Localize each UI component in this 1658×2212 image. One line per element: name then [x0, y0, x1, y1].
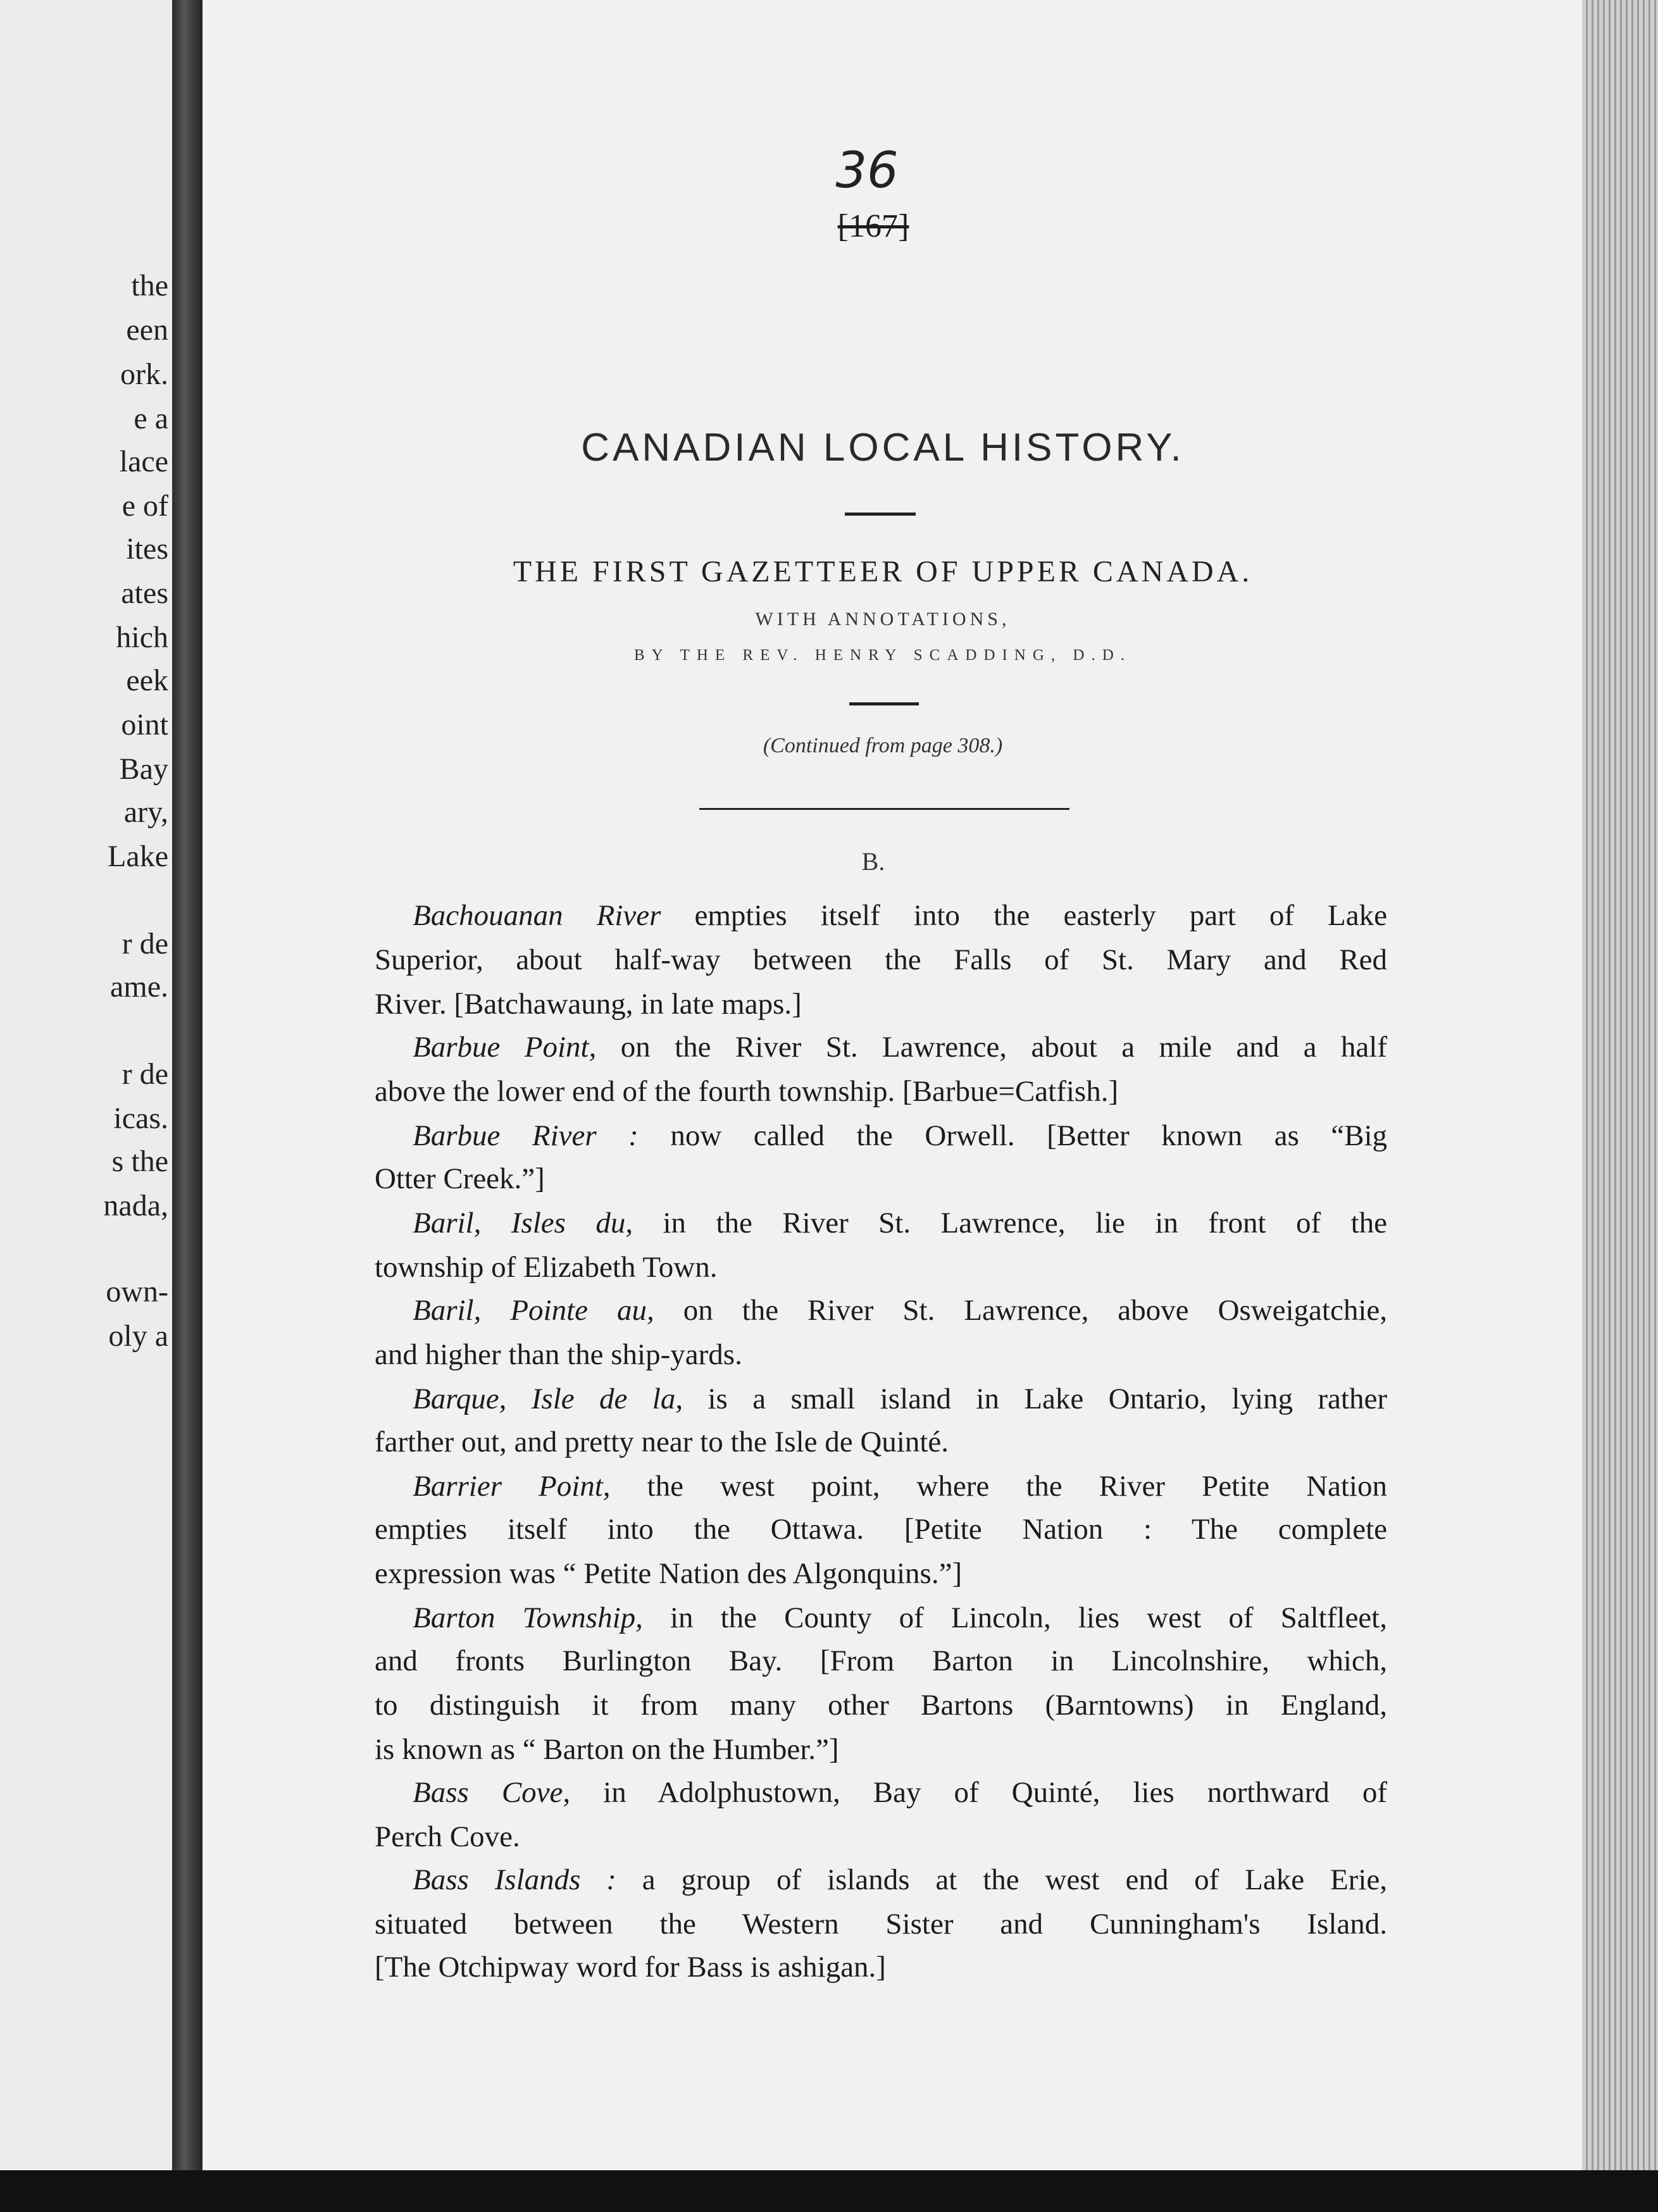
entry-text: on the River St. Lawrence, above Osweigatchie,	[654, 1294, 1387, 1327]
printed-page-number: [167]	[837, 208, 909, 244]
left-page-fragment: e a	[134, 402, 168, 435]
left-page-fragment: oly a	[108, 1319, 168, 1353]
entry-line	[375, 1691, 1387, 1720]
entry-line	[375, 1253, 718, 1283]
entry-line	[375, 1953, 886, 1982]
left-page-fragment: ary,	[123, 795, 168, 829]
entry-line	[375, 1164, 545, 1194]
entry-line	[375, 945, 1387, 975]
continued-note: (Continued from page 308.)	[763, 734, 1003, 757]
entry-text: in Adolphustown, Bay of Quinté, lies northward of	[570, 1776, 1387, 1809]
entry-text: the west point, where the River Petite Nation	[610, 1470, 1387, 1503]
entry-first-line	[413, 1033, 1387, 1062]
left-page-fragment: eek	[126, 664, 168, 697]
entry-text: and higher than the ship-yards.	[375, 1338, 742, 1371]
left-page-fragment: Lake	[108, 840, 168, 873]
left-page-fragment: lace	[119, 445, 168, 478]
entry-line	[375, 1427, 949, 1457]
entry-headword: Barque, Isle de la,	[413, 1382, 683, 1415]
entry-line	[375, 1515, 1387, 1544]
entry-text: Superior, about half-way between the Falls of St. Mary and Red	[375, 943, 1387, 976]
entry-line	[375, 1646, 1387, 1676]
section-divider	[699, 808, 1069, 810]
entry-line	[375, 1077, 1118, 1107]
left-page-fragment: r de	[122, 1057, 168, 1091]
entry-text: situated between the Western Sister and Cunningham's Island.	[375, 1908, 1387, 1941]
entry-line	[375, 1822, 520, 1852]
entry-text: Otter Creek.”]	[375, 1162, 545, 1195]
entry-first-line	[413, 1384, 1387, 1414]
entry-text: to distinguish it from many other Bartons (Barntowns) in England,	[375, 1689, 1387, 1722]
entry-headword: Bachouanan River	[413, 899, 661, 932]
with-annotations-label: WITH ANNOTATIONS,	[755, 609, 1011, 630]
left-page-fragment: ates	[121, 576, 168, 610]
entry-text: on the River St. Lawrence, about a mile and a half	[596, 1031, 1387, 1064]
entry-first-line	[413, 1603, 1387, 1633]
entry-first-line	[413, 1865, 1387, 1895]
entry-line	[375, 1559, 962, 1589]
left-page-fragment: een	[126, 313, 168, 347]
handwritten-page-number: 36	[835, 142, 899, 199]
entry-line	[375, 1340, 742, 1370]
page-title: CANADIAN LOCAL HISTORY.	[581, 426, 1185, 469]
page-edges	[1582, 0, 1658, 2177]
left-page-fragment: s the	[111, 1145, 168, 1178]
entry-text: empties itself into the easterly part of Lake	[661, 899, 1387, 932]
entry-text: expression was “ Petite Nation des Algonquins.”]	[375, 1557, 963, 1590]
entry-first-line	[413, 901, 1387, 931]
entry-headword: Baril, Pointe au,	[413, 1294, 654, 1327]
entry-text: is a small island in Lake Ontario, lying rather	[683, 1382, 1387, 1415]
entry-headword: Barton Township,	[413, 1601, 643, 1634]
article-subtitle: THE FIRST GAZETTEER OF UPPER CANADA.	[513, 555, 1253, 588]
entry-headword: Bass Cove,	[413, 1776, 571, 1809]
entry-text: Perch Cove.	[375, 1820, 520, 1853]
entry-text: farther out, and pretty near to the Isle de Quinté.	[375, 1426, 949, 1458]
left-page-fragment: the	[131, 269, 168, 302]
entry-line	[375, 1910, 1387, 1939]
entry-text: River. [Batchawaung, in late maps.]	[375, 988, 802, 1021]
previous-page-fragment	[0, 0, 172, 2170]
entry-first-line	[413, 1121, 1387, 1151]
entry-headword: Barbue River :	[413, 1119, 639, 1152]
left-page-fragment: ites	[126, 532, 168, 566]
entry-text: above the lower end of the fourth township. [Barbue=Catfish.]	[375, 1075, 1119, 1108]
left-page-fragment: icas.	[113, 1102, 168, 1135]
entry-text: in the River St. Lawrence, lie in front of the	[633, 1207, 1387, 1240]
entry-headword: Baril, Isles du,	[413, 1207, 633, 1240]
entry-text: and fronts Burlington Bay. [From Barton in Lincolnshire, which,	[375, 1644, 1387, 1677]
entry-text: in the County of Lincoln, lies west of Saltfleet,	[642, 1601, 1387, 1634]
book-spine	[172, 0, 203, 2170]
entry-text: is known as “ Barton on the Humber.”]	[375, 1733, 839, 1766]
entry-first-line	[413, 1296, 1387, 1326]
section-letter: B.	[861, 847, 885, 876]
entry-headword: Barbue Point,	[413, 1031, 597, 1064]
entry-line	[375, 990, 802, 1019]
entry-first-line	[413, 1778, 1387, 1808]
left-page-fragment: ork.	[120, 357, 168, 391]
entry-text: empties itself into the Ottawa. [Petite Nation : The complete	[375, 1513, 1387, 1546]
scan-shadow	[0, 2170, 1658, 2212]
left-page-fragment: e of	[122, 489, 168, 523]
entry-first-line	[413, 1209, 1387, 1238]
title-rule	[845, 513, 916, 516]
entry-first-line	[413, 1472, 1387, 1501]
entry-headword: Barrier Point,	[413, 1470, 611, 1503]
entry-text: a group of islands at the west end of Lake Erie,	[616, 1863, 1387, 1896]
left-page-fragment: Bay	[119, 752, 168, 786]
left-page-fragment: ame.	[110, 970, 168, 1003]
entry-line	[375, 1735, 839, 1765]
byline-rule	[849, 702, 919, 705]
entry-text: township of Elizabeth Town.	[375, 1251, 718, 1284]
left-page-fragment: hich	[116, 621, 168, 654]
entry-text: [The Otchipway word for Bass is ashigan.]	[375, 1951, 886, 1984]
author-byline: BY THE REV. HENRY SCADDING, D.D.	[633, 647, 1132, 664]
entry-headword: Bass Islands :	[413, 1863, 616, 1896]
left-page-fragment: own-	[106, 1275, 168, 1308]
left-page-fragment: nada,	[103, 1189, 168, 1222]
left-page-fragment: oint	[121, 708, 168, 742]
entry-text: now called the Orwell. [Better known as “Big	[638, 1119, 1388, 1152]
left-page-fragment: r de	[122, 927, 168, 960]
